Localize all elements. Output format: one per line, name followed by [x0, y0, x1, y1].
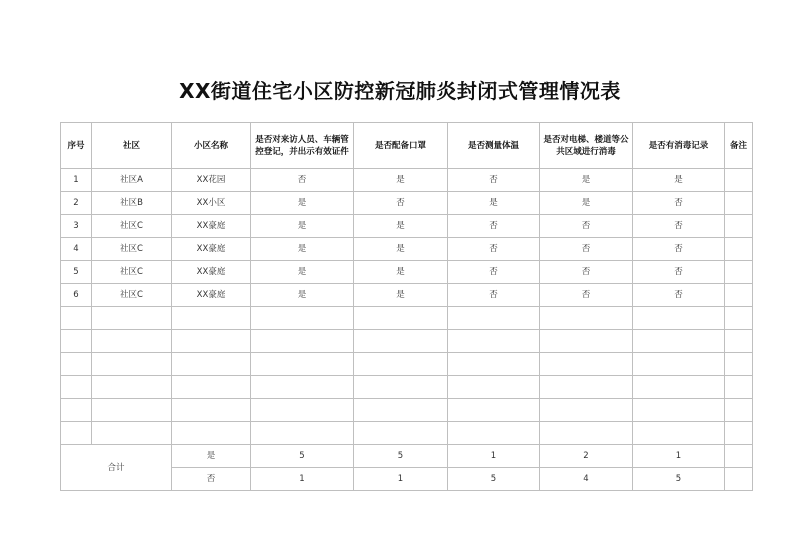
row-remarks-cell: [725, 192, 753, 215]
row-community-cell: 社区C: [92, 215, 172, 238]
summary-cell: 5: [448, 468, 540, 491]
row-mask-cell: [354, 307, 448, 330]
row-disinfection-cell: [540, 422, 633, 445]
row-remarks-cell: [725, 261, 753, 284]
row-mask-cell: [354, 422, 448, 445]
row-temperature-cell: [448, 330, 540, 353]
row-temperature-cell: 否: [448, 261, 540, 284]
row-visitor-control-cell: [251, 376, 354, 399]
row-temperature-cell: 是: [448, 192, 540, 215]
row-estate-name-cell: XX豪庭: [172, 261, 251, 284]
row-visitor-control-cell: [251, 399, 354, 422]
row-disinfection-record-cell: 否: [633, 261, 725, 284]
row-disinfection-record-cell: [633, 376, 725, 399]
row-community-cell: [92, 422, 172, 445]
summary-cell: 1: [633, 445, 725, 468]
row-disinfection-record-cell: [633, 399, 725, 422]
summary-cell: 5: [354, 445, 448, 468]
row-visitor-control-cell: [251, 422, 354, 445]
row-temperature-cell: [448, 353, 540, 376]
row-estate-name-cell: [172, 376, 251, 399]
row-disinfection-cell: [540, 376, 633, 399]
row-estate-name-cell: [172, 330, 251, 353]
header-disinfection-record: 是否有消毒记录: [633, 123, 725, 169]
row-estate-name-cell: [172, 353, 251, 376]
row-disinfection-record-cell: 否: [633, 238, 725, 261]
row-index-cell: [61, 330, 92, 353]
table-row: [61, 238, 753, 261]
row-visitor-control-cell: [251, 353, 354, 376]
row-mask-cell: [354, 330, 448, 353]
row-mask-cell: [354, 399, 448, 422]
row-disinfection-cell: 是: [540, 169, 633, 192]
table-row: [61, 376, 753, 399]
row-estate-name-cell: [172, 422, 251, 445]
table-row: [61, 169, 753, 192]
summary-cell: 1: [251, 468, 354, 491]
row-remarks-cell: [725, 330, 753, 353]
summary-cell: 4: [540, 468, 633, 491]
row-index-cell: 4: [61, 238, 92, 261]
row-community-cell: [92, 376, 172, 399]
row-visitor-control-cell: 是: [251, 261, 354, 284]
summary-cell: 2: [540, 445, 633, 468]
summary-cell: 5: [633, 468, 725, 491]
row-remarks-cell: [725, 215, 753, 238]
row-remarks-cell: [725, 169, 753, 192]
row-visitor-control-cell: 是: [251, 192, 354, 215]
row-community-cell: [92, 399, 172, 422]
row-index-cell: 1: [61, 169, 92, 192]
row-temperature-cell: 否: [448, 215, 540, 238]
row-temperature-cell: 否: [448, 284, 540, 307]
summary-cell: [725, 468, 753, 491]
row-estate-name-cell: [172, 399, 251, 422]
table-row: [61, 353, 753, 376]
row-disinfection-record-cell: [633, 353, 725, 376]
row-disinfection-cell: 否: [540, 284, 633, 307]
summary-label: 合计: [61, 445, 172, 491]
row-mask-cell: [354, 353, 448, 376]
row-disinfection-cell: [540, 353, 633, 376]
table-row: [61, 422, 753, 445]
row-visitor-control-cell: [251, 330, 354, 353]
row-temperature-cell: [448, 307, 540, 330]
summary-cell: 5: [251, 445, 354, 468]
row-temperature-cell: [448, 399, 540, 422]
row-mask-cell: 否: [354, 192, 448, 215]
table-row: [61, 399, 753, 422]
row-community-cell: [92, 307, 172, 330]
row-disinfection-cell: 否: [540, 261, 633, 284]
row-estate-name-cell: XX豪庭: [172, 215, 251, 238]
row-community-cell: 社区A: [92, 169, 172, 192]
row-estate-name-cell: [172, 307, 251, 330]
header-temperature: 是否测量体温: [448, 123, 540, 169]
table-row: [61, 330, 753, 353]
table-row: [61, 307, 753, 330]
table-row: [61, 261, 753, 284]
row-index-cell: 5: [61, 261, 92, 284]
row-remarks-cell: [725, 376, 753, 399]
survey-table: [60, 122, 753, 491]
row-disinfection-record-cell: 是: [633, 169, 725, 192]
table-row: [61, 215, 753, 238]
row-community-cell: 社区C: [92, 238, 172, 261]
row-disinfection-cell: 否: [540, 238, 633, 261]
row-estate-name-cell: XX豪庭: [172, 284, 251, 307]
row-disinfection-cell: 否: [540, 215, 633, 238]
row-index-cell: [61, 376, 92, 399]
row-remarks-cell: [725, 307, 753, 330]
page-title: XX街道住宅小区防控新冠肺炎封闭式管理情况表: [179, 79, 621, 103]
header-mask: 是否配备口罩: [354, 123, 448, 169]
summary-cell: 1: [354, 468, 448, 491]
row-mask-cell: 是: [354, 261, 448, 284]
header-community: 社区: [92, 123, 172, 169]
summary-type: 否: [172, 468, 251, 491]
row-disinfection-cell: [540, 307, 633, 330]
header-visitor-control: 是否对来访人员、车辆管控登记，并出示有效证件: [251, 123, 354, 169]
table-header-row: [61, 123, 753, 169]
row-community-cell: 社区C: [92, 284, 172, 307]
row-remarks-cell: [725, 399, 753, 422]
row-index-cell: [61, 422, 92, 445]
row-disinfection-cell: [540, 330, 633, 353]
header-index: 序号: [61, 123, 92, 169]
row-index-cell: 6: [61, 284, 92, 307]
row-estate-name-cell: XX豪庭: [172, 238, 251, 261]
row-index-cell: [61, 399, 92, 422]
row-remarks-cell: [725, 353, 753, 376]
summary-row-yes: [61, 445, 753, 468]
summary-type: 是: [172, 445, 251, 468]
row-mask-cell: 是: [354, 169, 448, 192]
header-disinfection: 是否对电梯、楼道等公共区域进行消毒: [540, 123, 633, 169]
row-remarks-cell: [725, 422, 753, 445]
summary-cell: 1: [448, 445, 540, 468]
row-mask-cell: 是: [354, 215, 448, 238]
row-remarks-cell: [725, 238, 753, 261]
row-disinfection-record-cell: 否: [633, 215, 725, 238]
row-index-cell: 2: [61, 192, 92, 215]
row-disinfection-record-cell: [633, 307, 725, 330]
row-temperature-cell: [448, 376, 540, 399]
row-estate-name-cell: XX花园: [172, 169, 251, 192]
row-index-cell: [61, 353, 92, 376]
header-estate-name: 小区名称: [172, 123, 251, 169]
row-remarks-cell: [725, 284, 753, 307]
header-remarks: 备注: [725, 123, 753, 169]
row-disinfection-record-cell: 否: [633, 192, 725, 215]
row-community-cell: 社区C: [92, 261, 172, 284]
row-visitor-control-cell: [251, 307, 354, 330]
summary-cell: [725, 445, 753, 468]
row-mask-cell: 是: [354, 284, 448, 307]
row-community-cell: 社区B: [92, 192, 172, 215]
row-estate-name-cell: XX小区: [172, 192, 251, 215]
row-visitor-control-cell: 是: [251, 238, 354, 261]
row-mask-cell: [354, 376, 448, 399]
row-visitor-control-cell: 是: [251, 284, 354, 307]
row-disinfection-cell: 是: [540, 192, 633, 215]
row-visitor-control-cell: 否: [251, 169, 354, 192]
table-row: [61, 192, 753, 215]
table-row: [61, 284, 753, 307]
row-disinfection-record-cell: 否: [633, 284, 725, 307]
row-temperature-cell: 否: [448, 238, 540, 261]
row-community-cell: [92, 330, 172, 353]
row-community-cell: [92, 353, 172, 376]
row-temperature-cell: 否: [448, 169, 540, 192]
row-disinfection-record-cell: [633, 330, 725, 353]
row-disinfection-cell: [540, 399, 633, 422]
row-temperature-cell: [448, 422, 540, 445]
row-index-cell: [61, 307, 92, 330]
row-visitor-control-cell: 是: [251, 215, 354, 238]
row-index-cell: 3: [61, 215, 92, 238]
row-disinfection-record-cell: [633, 422, 725, 445]
row-mask-cell: 是: [354, 238, 448, 261]
